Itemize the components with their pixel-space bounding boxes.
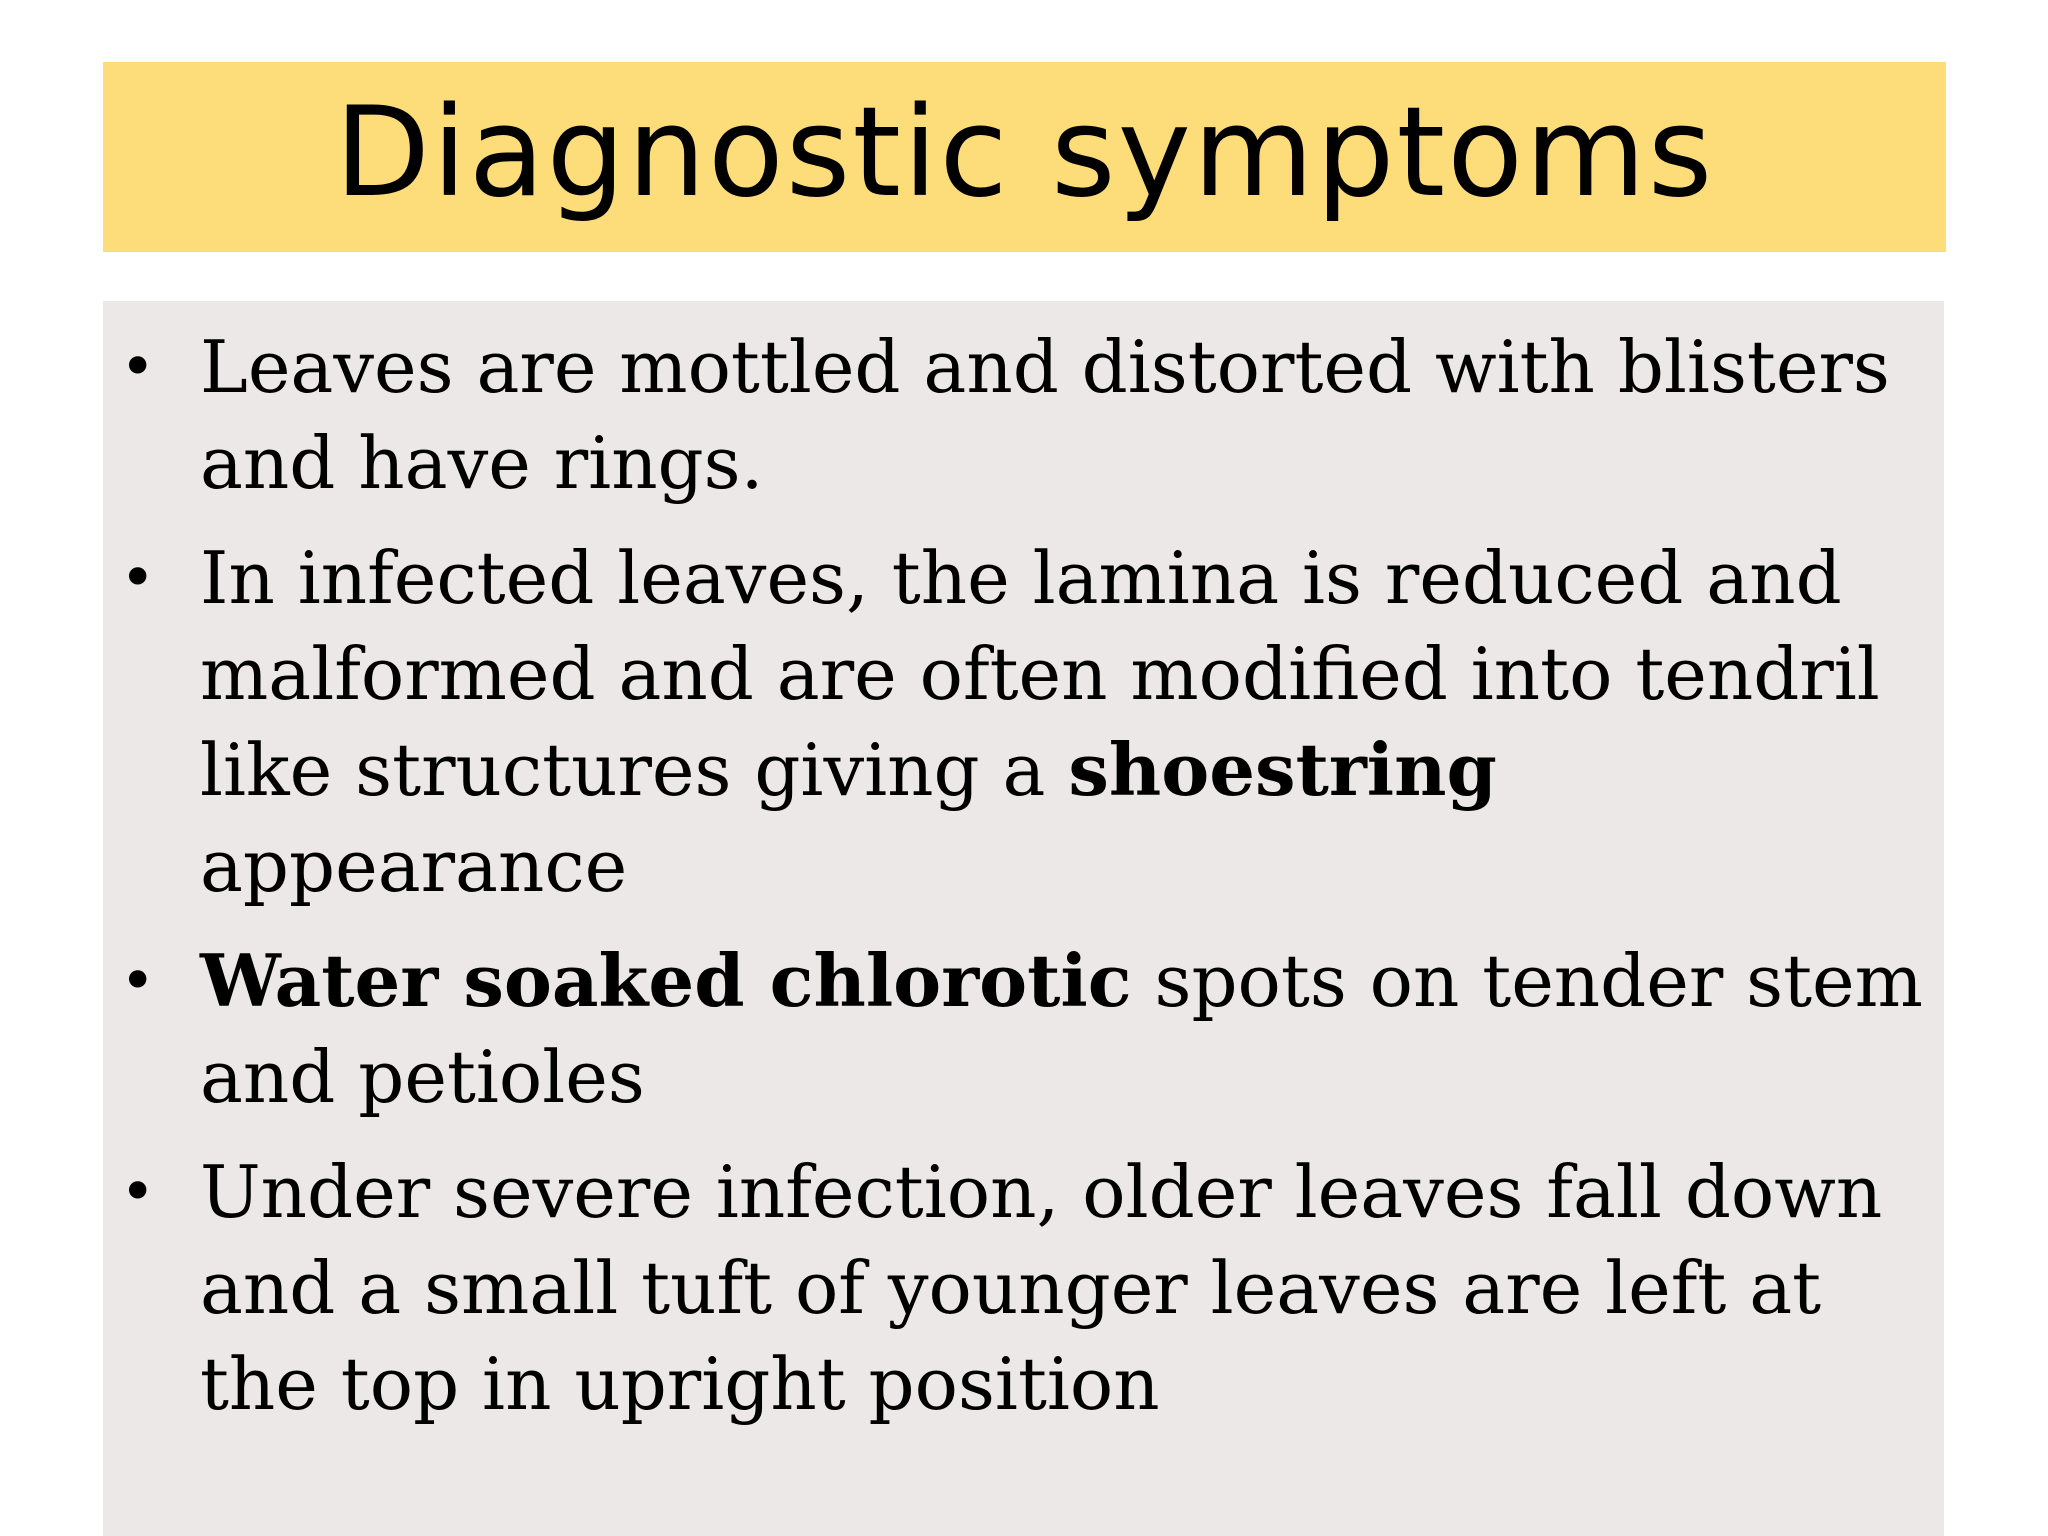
bullet-text: Leaves are mottled and distorted with blisters and have rings. bbox=[200, 325, 1890, 505]
bullet-dot-icon: • bbox=[120, 332, 156, 402]
bullet-dot-icon: • bbox=[120, 1157, 156, 1227]
title-band bbox=[103, 62, 1946, 252]
bullet-dot-icon: • bbox=[120, 543, 156, 613]
bullet-text-after: spots on tender stem and petioles bbox=[200, 939, 1923, 1119]
bullet-item bbox=[120, 530, 1940, 914]
bullet-text-bold: Water soaked chlorotic bbox=[200, 938, 1132, 1023]
bullet-text-bold: shoestring bbox=[1068, 727, 1497, 812]
bullet-item bbox=[120, 933, 1940, 1125]
bullet-item bbox=[120, 1144, 1940, 1432]
bullet-item bbox=[120, 319, 1940, 511]
bullet-text: Under severe infection, older leaves fall down and a small tuft of younger leaves are left at the top in upright position bbox=[200, 1150, 1883, 1426]
bullet-text-before: In infected leaves, the lamina is reduced and malformed and are often modified into tendril like structures giving a bbox=[200, 536, 1880, 812]
bullet-list bbox=[120, 319, 1940, 1451]
content-box bbox=[103, 301, 1944, 1536]
slide-title: Diagnostic symptoms bbox=[334, 81, 1715, 225]
bullet-dot-icon: • bbox=[120, 946, 156, 1016]
bullet-text-after: appearance bbox=[200, 824, 628, 908]
